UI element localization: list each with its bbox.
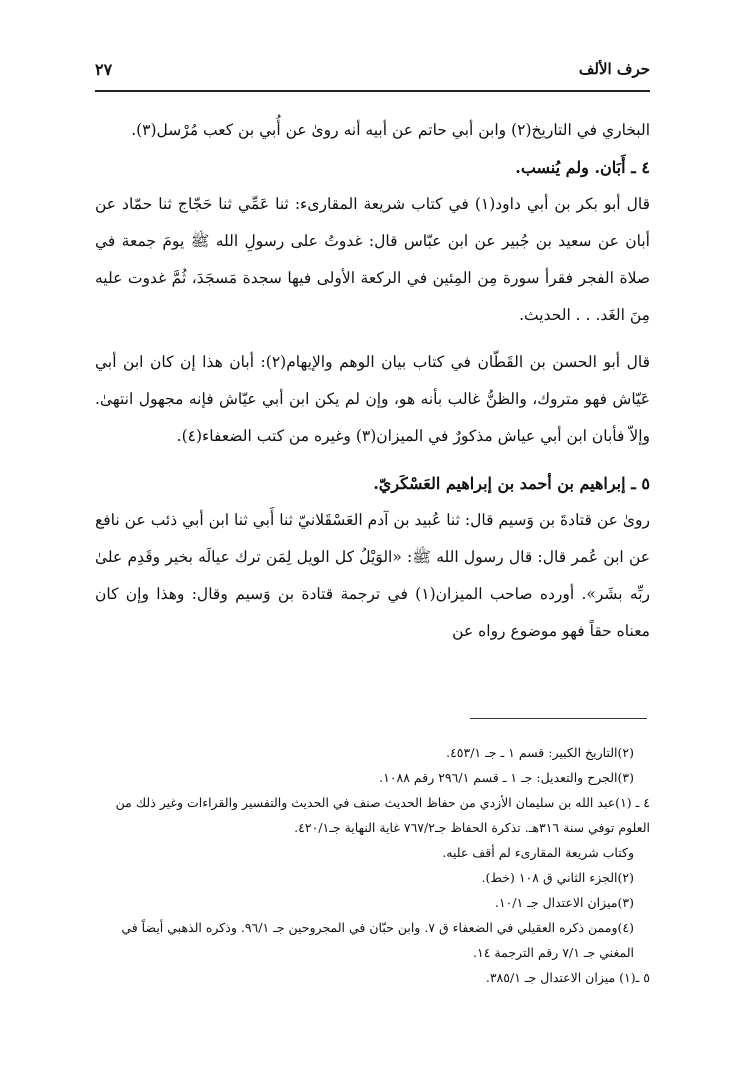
page-number: ٢٧ [95, 60, 113, 79]
paragraph: قال أبو الحسن بن القَطّان في كتاب بيان الوهم والإيهام(٢): أبان هذا إن كان ابن أبي عَيّاش فهو متروك، والظنُّ غالب بأنه هو، وإن لم يكن ابن أبي عيّاش فإنه مجهول انتهىٰ. وإلاّ فأبان ابن أبي عياش مذكورٌ في الميزان(٣) وغيره من كتب الضعفاء(٤). [95, 353, 650, 445]
entry-heading: ٥ ـ إبراهيم بن أحمد بن إبراهيم العَسْكَريّ. [373, 474, 650, 493]
header-rule [95, 90, 650, 92]
paragraph: روىٰ عن قتادةَ بن وَسيم قال: ثنا عُبيد بن آدم العَسْقَلانيّ ثنا أَبي ثنا ابن أبي ذئب عن نافع عن ابن عُمر قال: قال رسول الله ﷺ: «الوَيْلُ كل الويل لِمَن ترك عيالَه بخير وقَدِم علىٰ ربِّه بشَر». أورده صاحب الميزان(١) في ترجمة قتادة بن وَسيم وقال: وهذا وإن كان معناه حقاً فهو موضوع رواه عن [95, 511, 650, 640]
running-header [95, 60, 650, 88]
footnotes [95, 740, 650, 990]
paragraph: البخاري في التاريخ(٢) وابن أبي حاتم عن أبيه أنه روىٰ عن أُبي بن كعب مُرْسل(٣). [131, 121, 650, 139]
footnote: (٣)الجرح والتعديل: جـ ١ ـ قسم ٢٩٦/١ رقم ١٠٨٨. [379, 770, 634, 785]
footnote: ٤ ـ (١)عبد الله بن سليمان الأزدي من حفاظ الحديث صنف في الحديث والتفسير والقراءات وغير ذلك من العلوم توفي سنة ٣١٦هـ. تذكرة الحفاظ جـ٧٦٧/٢ غاية النهاية جـ٤٢٠/١. [115, 795, 650, 835]
footnote: (٢)التاريخ الكبير: قسم ١ ـ جـ ٤٥٣/١. [446, 745, 634, 760]
footnote: وكتاب شريعة المقارىء لم أقف عليه. [442, 845, 634, 860]
footnote: ٥ ـ(١) ميزان الاعتدال جـ ٣٨٥/١. [485, 970, 650, 985]
footnote-separator [470, 718, 647, 719]
footnote: (٢)الجزء الثاني ق ١٠٨ (خط). [481, 870, 634, 885]
main-text [95, 112, 650, 650]
footnote: (٤)وممن ذكره العقيلي في الضعفاء ق ٧. وابن حبّان في المجروحين جـ ٩٦/١. وذكره الذهبي أيضاً في المغني جـ ٧/١ رقم الترجمة ١٤. [121, 920, 634, 960]
chapter-title: حرف الألف [578, 60, 650, 78]
entry-heading: ٤ ـ أَبَان. ولم يُنسب. [515, 158, 650, 177]
paragraph: قال أبو بكر بن أبي داود(١) في كتاب شريعة المقارىء: ثنا عَمِّي ثنا حَجّاج ثنا حمّاد عن أبان عن سعيد بن جُبير عن ابن عبّاس قال: غدوتُ على رسولِ الله ﷺ يومَ جمعة في صلاة الفجر فقرأ سورة مِن المِئين في الركعة الأولى فيها سجدة مَسجَدَ، ثُمَّ غدوت عليه مِنَ الغَد. . . الحديث. [95, 195, 650, 324]
footnote: (٣)ميزان الاعتدال جـ ١٠/١. [494, 895, 634, 910]
